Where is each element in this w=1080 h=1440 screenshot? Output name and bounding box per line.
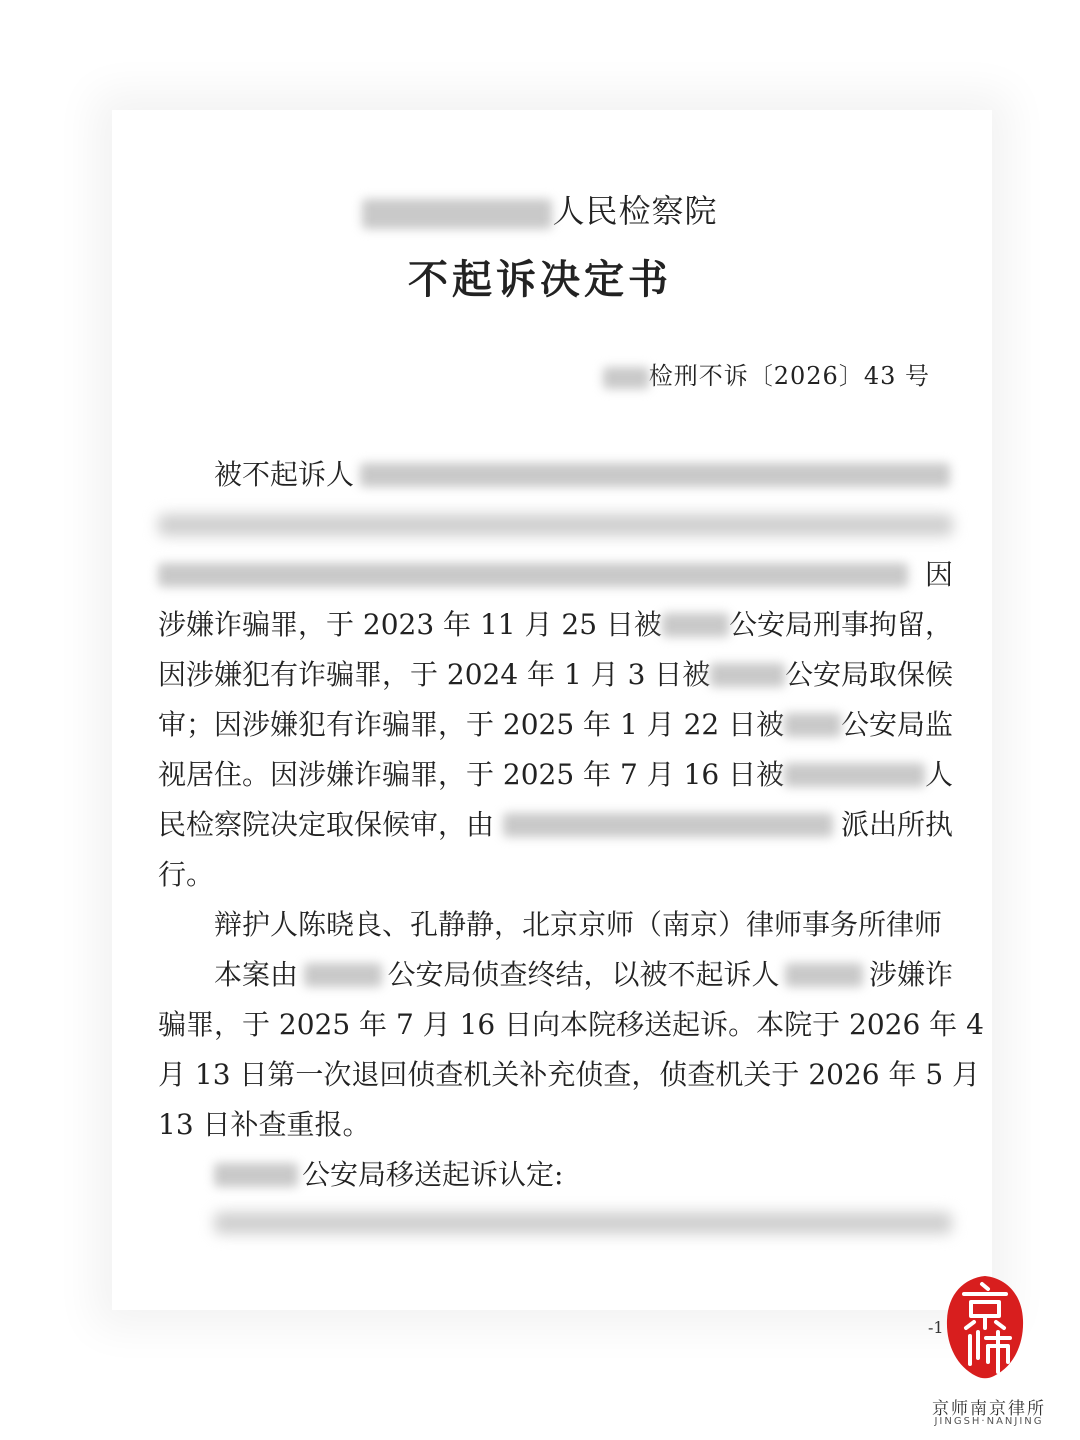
para1-line4: 因 <box>158 550 953 600</box>
redacted-person-name <box>785 963 863 987</box>
redacted-police-station <box>503 813 833 837</box>
redacted-county <box>214 1163 298 1187</box>
procuratorate-suffix: 人民检察院 <box>552 192 718 230</box>
para1-line7: 审；因涉嫌犯有诈骗罪，于 2025 年 1 月 22 日被 公安局监 <box>158 708 953 741</box>
redacted-prefix <box>603 367 649 389</box>
para1-line10: 行。 <box>158 858 215 891</box>
para1-line5: 涉嫌诈骗罪，于 2023 年 11 月 25 日被 公安局刑事拘留， <box>158 608 953 641</box>
redacted-city <box>362 199 552 229</box>
law-firm-name: 京师南京律所 <box>932 1399 1046 1419</box>
para3-line2: 骗罪，于 2025 年 7 月 16 日向本院移送起诉。本院于 2026 年 4 <box>158 1008 984 1041</box>
para3-line3: 月 13 日第一次退回侦查机关补充侦查，侦查机关于 2026 年 5 月 <box>158 1058 981 1091</box>
redacted-person-info <box>360 463 950 487</box>
para1-line6: 因涉嫌犯有诈骗罪，于 2024 年 1 月 3 日被 公安局取保候 <box>158 658 953 691</box>
law-firm-name-english: JINGSH·NANJING <box>934 1416 1044 1427</box>
redacted-county <box>710 663 785 687</box>
redacted-city <box>784 763 925 787</box>
procuratorate-name <box>0 186 1080 232</box>
para3-line1: 本案由 公安局侦查终结，以被不起诉人 涉嫌诈 <box>214 958 953 991</box>
defense-counsel-line: 辩护人陈晓良、孔静静，北京京师（南京）律师事务所律师 <box>214 908 943 941</box>
page-number: -1 <box>928 1318 944 1337</box>
redacted-county <box>304 963 382 987</box>
document-number: 检刑不诉〔2026〕43 号 <box>603 356 930 391</box>
para3-line4: 13 日补查重报。 <box>158 1108 371 1141</box>
redacted-fact-line <box>214 1212 952 1234</box>
redacted-county <box>662 613 729 637</box>
para1-line8: 视居住。因涉嫌诈骗罪，于 2025 年 7 月 16 日被 人 <box>158 758 953 791</box>
redacted-address <box>158 563 908 587</box>
redacted-id-line <box>158 514 953 536</box>
para1-line1: 被不起诉人 <box>158 450 953 500</box>
redacted-county <box>784 713 841 737</box>
para1-line9: 民检察院决定取保候审，由 派出所执 <box>158 808 953 841</box>
para4-line1: 公安局移送起诉认定: <box>158 1150 953 1200</box>
law-firm-seal-logo <box>944 1272 1026 1382</box>
document-title: 不起诉决定书 <box>408 256 672 303</box>
